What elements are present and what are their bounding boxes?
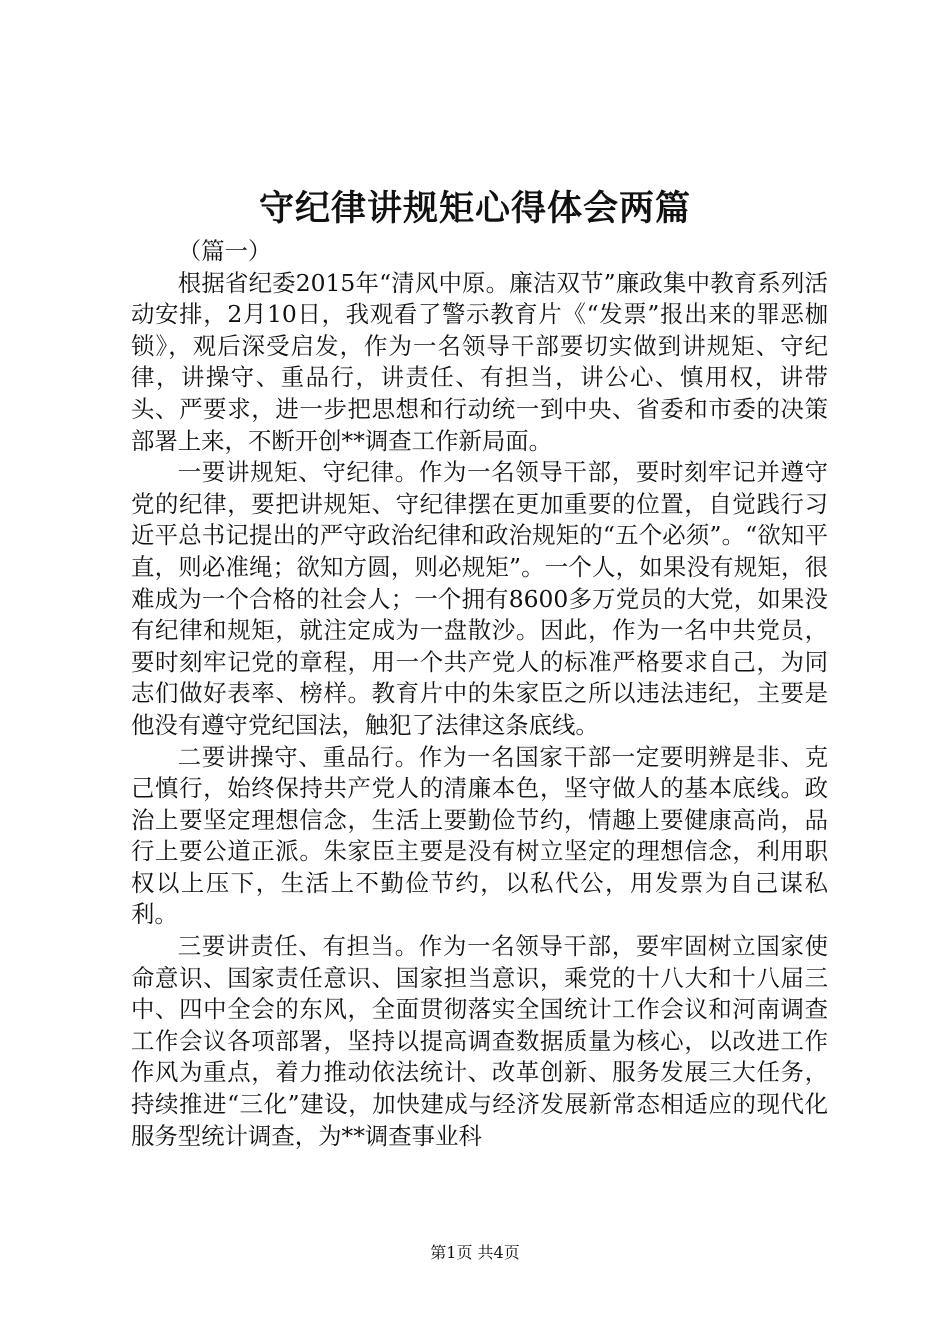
paragraph-intro: 根据省纪委2015年“清风中原。廉洁双节”廉政集中教育系列活动安排，2月10日，我观看了警示教育片《“发票”报出来的罪恶枷锁》，观后深受启发，作为一名领导干部要切实做到讲规矩、守纪律，讲操守、重品行，讲责任、有担当，讲公心、慎用权，讲带头、严要求，进一步把思想和行动统一到中央、省委和市委的决策部署上来，不断开创**调查工作新局面。 xyxy=(131,268,828,455)
paragraph-point-three: 三要讲责任、有担当。作为一名领导干部，要牢固树立国家使命意识、国家责任意识、国家担当意识，乘党的十八大和十八届三中、四中全会的东风，全面贯彻落实全国统计工作会议和河南调查工作会议各项部署，坚持以提高调查数据质量为核心，以改进工作作风为重点，着力推动依法统计、改革创新、服务发展三大任务，持续推进“三化”建设，加快建成与经济发展新常态相适应的现代化服务型统计调查，为**调查事业科 xyxy=(131,932,828,1150)
paragraph-point-two: 二要讲操守、重品行。作为一名国家干部一定要明辨是非、克己慎行，始终保持共产党人的清廉本色，坚守做人的基本底线。政治上要坚定理想信念，生活上要勤俭节约，情趣上要健康高尚，品行上要公道正派。朱家臣主要是没有树立坚定的理想信念，利用职权以上压下，生活上不勤俭节约，以私代公，用发票为自己谋私利。 xyxy=(131,742,828,929)
section-label: （篇一） xyxy=(177,237,272,265)
page-footer: 第1页 共4页 xyxy=(430,1243,520,1262)
document-body xyxy=(131,236,828,1152)
document-title: 守纪律讲规矩心得体会两篇 xyxy=(258,188,691,229)
paragraph-point-one: 一要讲规矩、守纪律。作为一名领导干部，要时刻牢记并遵守党的纪律，要把讲规矩、守纪律摆在更加重要的位置，自觉践行习近平总书记提出的严守政治纪律和政治规矩的“五个必须”。“欲知平直，则必准绳；欲知方圆，则必规矩”。一个人，如果没有规矩，很难成为一个合格的社会人；一个拥有8600多万党员的大党，如果没有纪律和规矩，就注定成为一盘散沙。因此，作为一名中共党员，要时刻牢记党的章程，用一个共产党人的标准严格要求自己，为同志们做好表率、榜样。教育片中的朱家臣之所以违法违纪，主要是他没有遵守党纪国法，触犯了法律这条底线。 xyxy=(131,458,828,739)
